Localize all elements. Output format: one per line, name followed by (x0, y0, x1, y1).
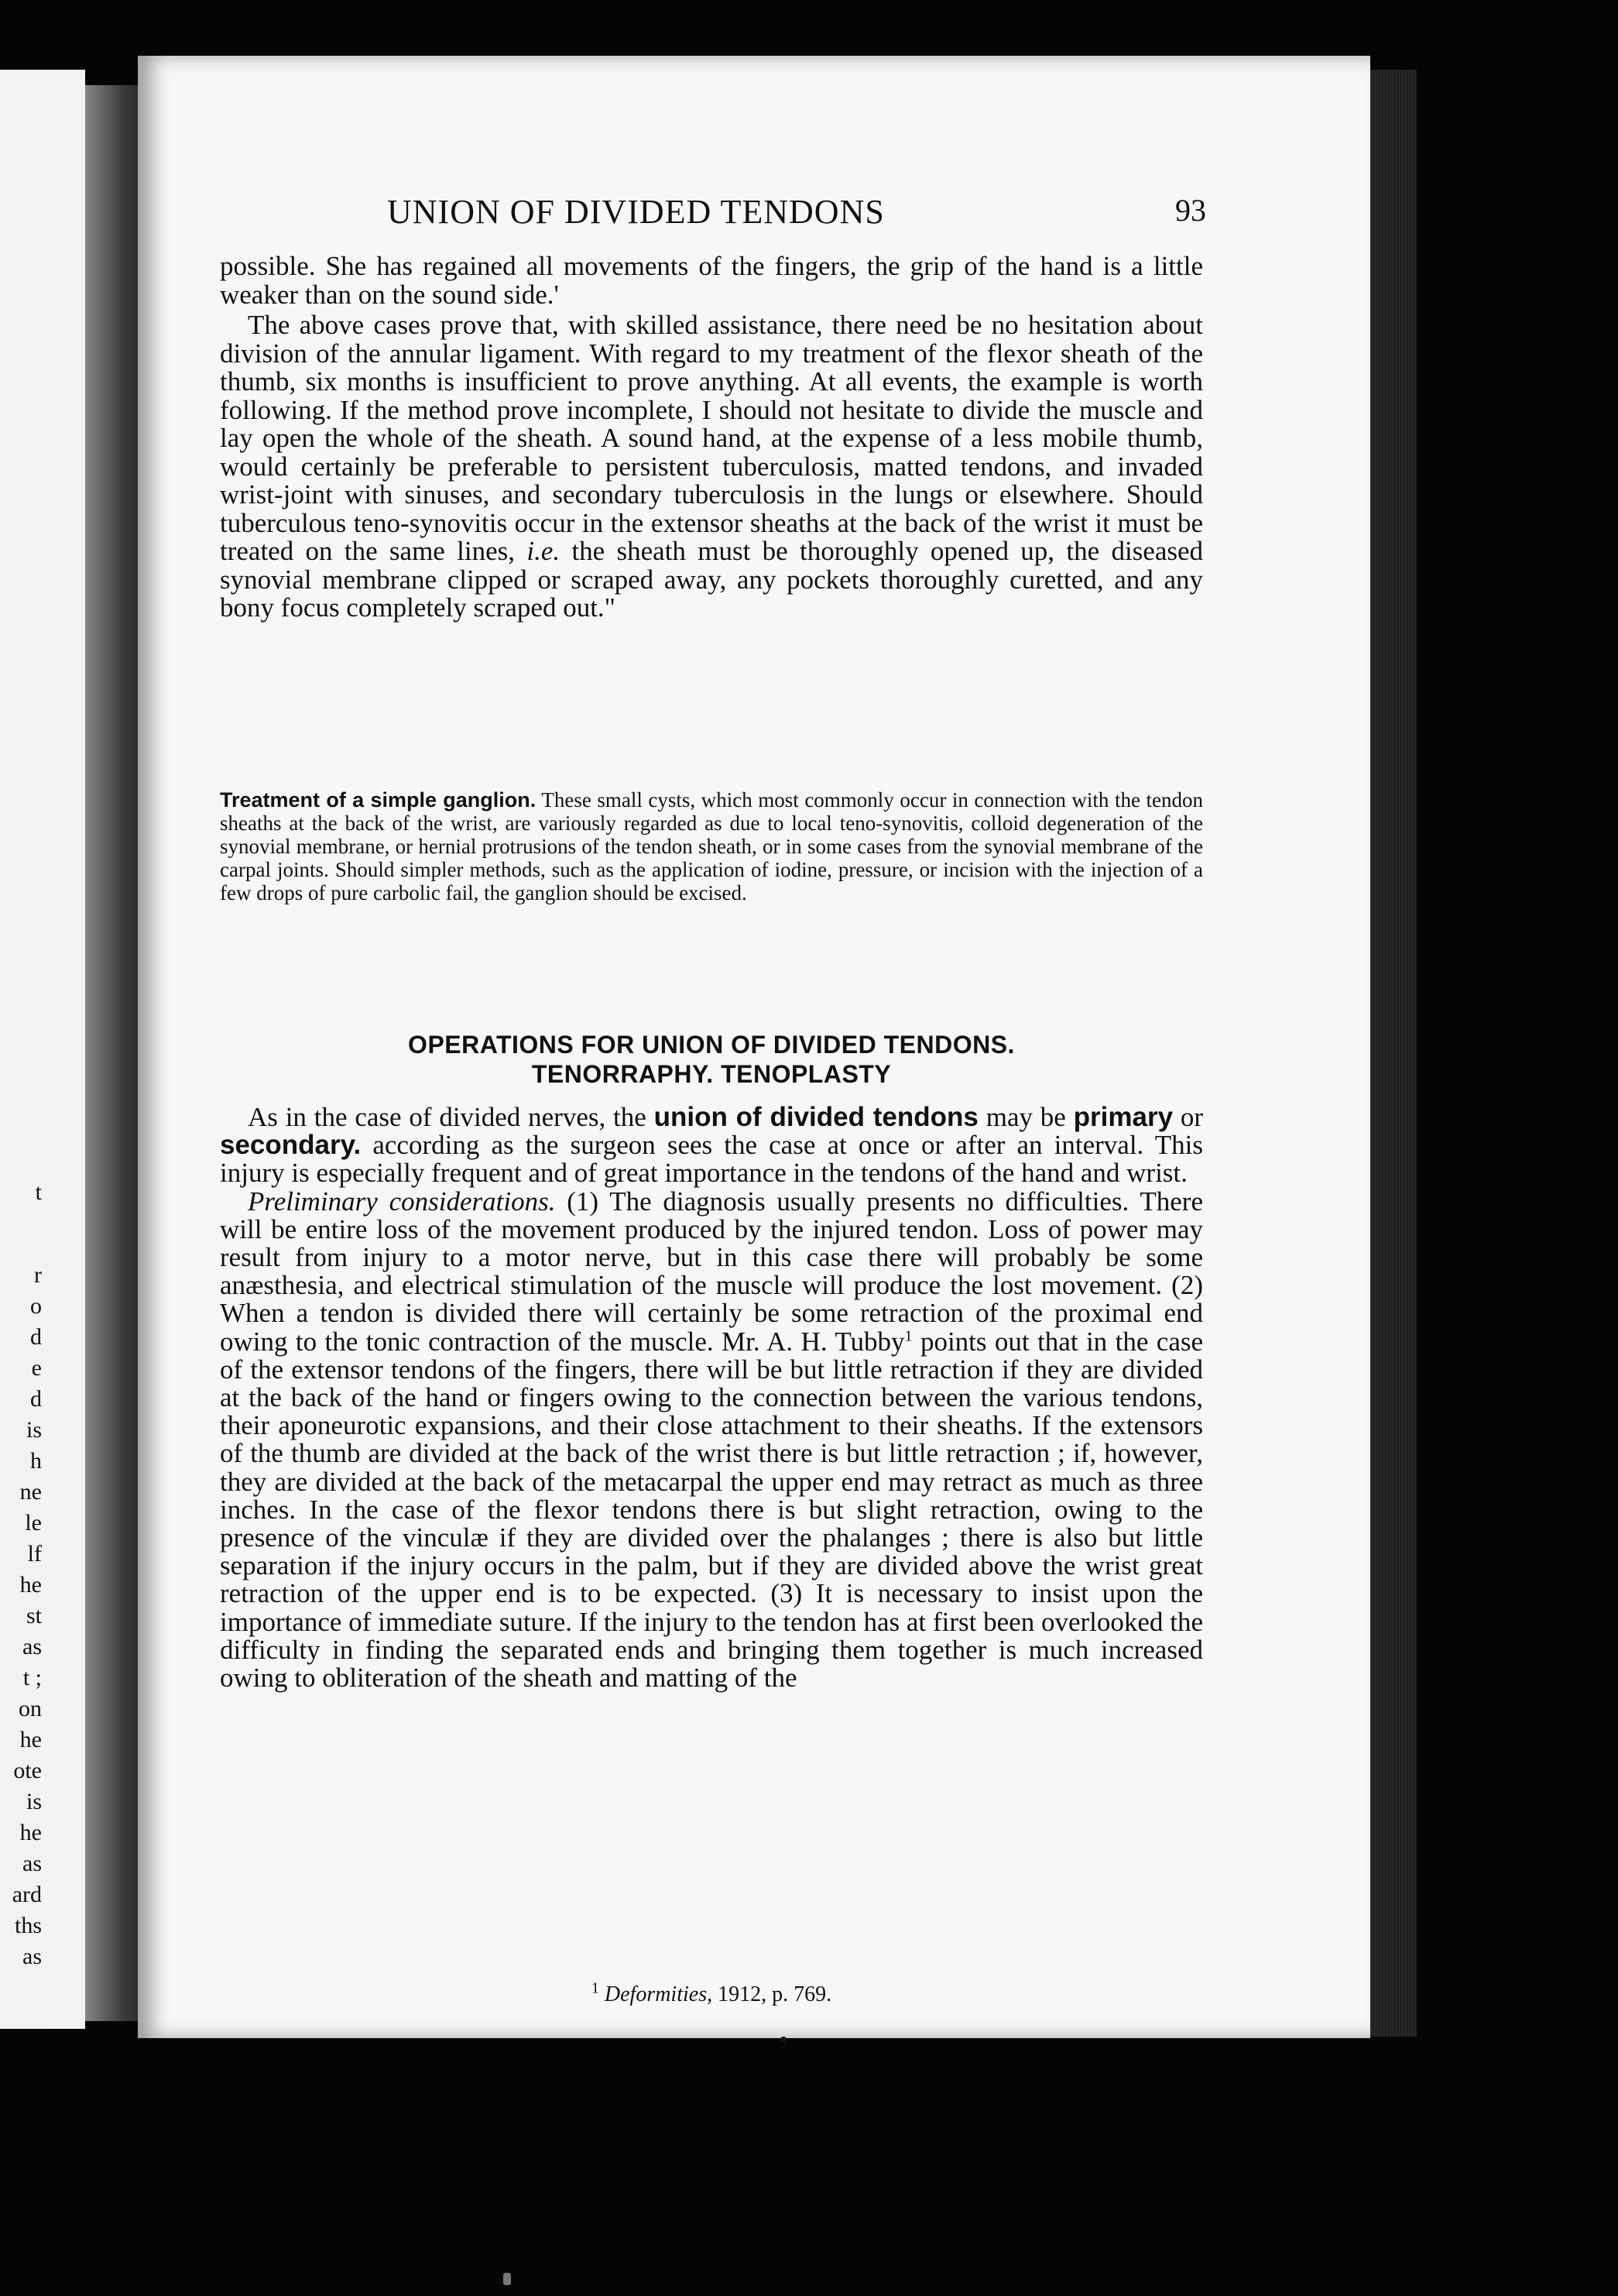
facing-page-fragment-line: e (31, 1355, 42, 1381)
ganglion-note (220, 788, 1203, 904)
facing-page-fragment-line: he (19, 1820, 42, 1845)
italic-lead: Preliminary considerations. (248, 1186, 556, 1217)
running-head: UNION OF DIVIDED TENDONS (387, 193, 885, 231)
facing-page-fragment-line: r (34, 1262, 42, 1288)
section-heading-line-2: TENORRAPHY. TENOPLASTY (531, 1060, 892, 1088)
facing-page-fragment-line: lf (27, 1541, 42, 1567)
footnote-ref: 1 (904, 1326, 913, 1344)
paragraph-text: the sheath must be thoroughly opened up, the diseased synovial membrane clipped or scraped away, any pockets thoroughly curetted, and any bony focus completely scraped out." (220, 536, 1204, 623)
paragraph-text: possible. She has regained all movements of the fingers, the grip of the hand is a little weaker than on the sound side.' (220, 251, 1203, 310)
facing-page-fragment-line: as (22, 1851, 42, 1876)
paragraph-text: according as the surgeon sees the case at once or after an interval. This injury is especially frequent and of great importance in the tendons of the hand and wrist. (220, 1130, 1204, 1189)
paragraph-text: may be (986, 1102, 1066, 1132)
facing-page-fragment-line: d (30, 1324, 42, 1350)
paragraph-text: The above cases prove that, with skilled assistance, there need be no hesitation about division of the annular ligament. With regard to my treatment of the flexor sheath of the thumb, six months is insufficient to prove anything. At all events, the example is worth following. If the method prove incomplete, I should not hesitate to divide the muscle and lay open the whole of the sheath. A sound hand, at the expense of a less mobile thumb, would certainly be preferable to persistent tuberculosis, matted tendons, and invaded wrist-joint with sinuses, and secondary tuberculosis in the lungs or elsewhere. Should tuberculous teno-synovitis occur in the extensor sheaths at the back of the wrist it must be treated on the same lines, (220, 310, 1203, 566)
facing-page-fragment-line: ne (19, 1479, 42, 1505)
facing-page-fragment (0, 70, 85, 2029)
facing-page-fragment-line: ote (13, 1758, 42, 1783)
facing-page-fragment-line: on (19, 1696, 42, 1721)
facing-page-fragment-line: le (25, 1510, 42, 1536)
facing-page-fragment-line: h (30, 1448, 42, 1474)
paragraph-continuation (220, 252, 1203, 309)
facing-page-fragment-line: is (26, 1789, 42, 1814)
paragraph-text: (1) The diagnosis usually presents no difficulties. There will be entire loss of the movement produced by the injured tendon. Loss of power may result from injury to a motor nerve, but in this case there will probably be some anæsthesia, and electrical stimulation of the muscle will produce the lost movement. (2) When a tendon is divided there will certainly be some retraction of the proximal end owing to the tonic contraction of the muscle. Mr. A. H. Tubby (220, 1186, 1203, 1357)
scan-speck (503, 2273, 511, 2285)
footnote-source: Deformities, (604, 1982, 713, 2006)
ie-abbrev: i.e. (526, 536, 560, 566)
ink-dot (780, 2037, 787, 2043)
footnote-marker: 1 (591, 1979, 599, 1997)
facing-page-fragment-line: as (22, 1944, 42, 1969)
facing-page-fragment-line: t ; (22, 1665, 42, 1690)
bold-term: secondary. (220, 1130, 362, 1161)
facing-page-fragment-line: ard (12, 1882, 42, 1907)
facing-page-fragment-line: he (19, 1727, 42, 1752)
page-header (387, 192, 1206, 231)
bold-term: union of divided tendons (653, 1102, 979, 1132)
page-number: 93 (1175, 193, 1206, 228)
paragraph-text: or (1180, 1102, 1204, 1132)
facing-page-fragment-line: o (30, 1293, 42, 1319)
paragraph-text: points out that in the case of the extensor tendons of the fingers, there will be but little retraction if they are divided at the back of the hand or fingers owing to the connection between the various tendons, their aponeurotic expansions, and their close attachment to their sheaths. If the extensors of the thumb are divided at the back of the wrist there is but little retraction ; if, however, they are divided at the back of the metacarpal the upper end may retract as much as three inches. In the case of the flexor tendons there is but slight retraction, owing to the presence of the vinculæ if they are divided over the phalanges ; there is also but little separation if the injury occurs in the palm, but if they are divided above the wrist great retraction of the upper end is to be expected. (3) It is necessary to insist upon the importance of immediate suture. If the injury to the tendon has at first been overlooked the difficulty in finding the separated ends and bringing them together is much increased owing to obliteration of the sheath and matting of the (220, 1326, 1204, 1694)
book-edge (1370, 70, 1417, 2037)
footnote-citation: 1912, p. 769. (718, 1982, 832, 2006)
paragraph-quote (220, 311, 1203, 623)
facing-page-fragment-line: ths (14, 1913, 42, 1938)
footnote (220, 1979, 1203, 2007)
section-body (220, 1103, 1203, 1692)
facing-page-fragment-line: he (19, 1572, 42, 1598)
ganglion-body: These small cysts, which most commonly occur in connection with the tendon sheaths at the back of the wrist, are variously regarded as due to local teno-synovitis, colloid degeneration of the synovial membrane, or hernial protrusions of the tendon sheath, or in some cases from the synovial membrane of the carpal joints. Should simpler methods, such as the application of iodine, pressure, or incision with the injection of a few drops of pure carbolic fail, the ganglion should be excised. (220, 788, 1204, 904)
facing-page-fragment-line: d (30, 1386, 42, 1412)
ganglion-heading: Treatment of a simple ganglion. (220, 788, 536, 812)
facing-page-fragment-line: st (26, 1603, 42, 1628)
facing-page-fragment-line: is (26, 1417, 42, 1443)
bold-term: primary (1073, 1102, 1174, 1132)
paragraph-text: As in the case of divided nerves, the (248, 1102, 646, 1132)
facing-page-fragment-line: t (35, 1179, 42, 1205)
facing-page-text (0, 70, 43, 2029)
section-heading (220, 1030, 1203, 1089)
section-heading-line-1: OPERATIONS FOR UNION OF DIVIDED TENDONS. (408, 1031, 1015, 1059)
facing-page-fragment-line: as (22, 1634, 42, 1659)
